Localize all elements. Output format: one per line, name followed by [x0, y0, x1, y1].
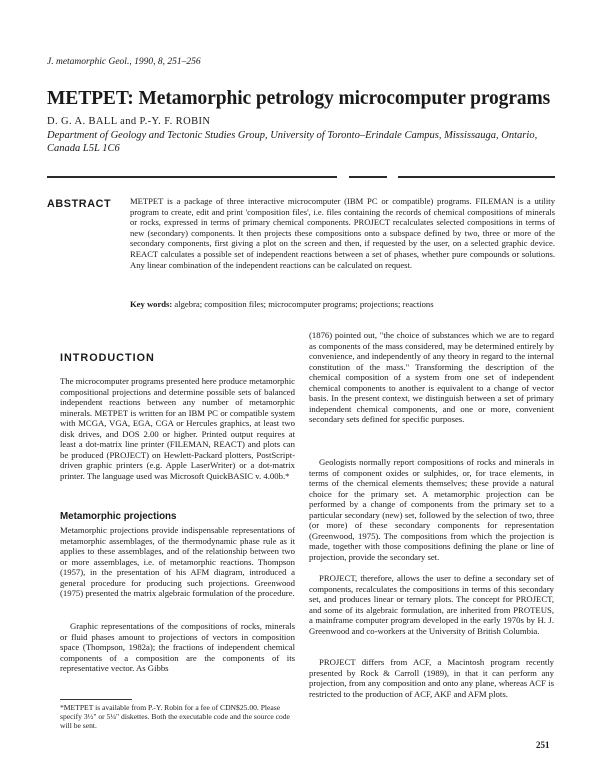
article-title: METPET: Metamorphic petrology microcomputer programs [47, 88, 551, 109]
right-paragraph-1: (1876) pointed out, "the choice of substances which we are to regard as components of the mass considered, may be determined entirely by convenience, and independently of any theory in regard to the internal constitution of the mass." Transforming the description of the chemical composition of a system from one set of independent chemical components to another is equivalent to a change of vector basis. In the present context, we distinguish between a set of primary independent chemical components, and one or more, convenient secondary sets defined for specific purposes. [309, 330, 554, 425]
author-affiliation: Department of Geology and Tectonic Studies Group, University of Toronto–Erindale Campus, Mississauga, Ontario, Canada L5L 1C6 [47, 130, 538, 154]
section-heading-introduction: INTRODUCTION [60, 352, 155, 364]
footnote: *METPET is available from P.-Y. Robin for a fee of CDN$25.00. Please specify 3½" or 5¼" diskettes. Both the executable code and the source code will be sent. [60, 703, 290, 731]
author-list: D. G. A. BALL and P.-Y. F. ROBIN [47, 116, 211, 127]
keywords-label: Key words: [130, 299, 173, 309]
keywords-list: algebra; composition files; microcomputer programs; projections; reactions [174, 299, 434, 309]
abstract-text: METPET is a package of three interactive microcomputer (IBM PC or compatible) programs. FILEMAN is a utility program to create, edit and print 'composition files', i.e. files containing the records of chemical compositions of minerals or rocks, expressed in terms of primary chemical components. PROJECT recalculates selected compositions in terms of new (secondary) components. It then projects these compositions onto a subspace defined by two, three or more of the secondary components, first giving a plot on the screen and then, if requested by the user, on a selected graphic device. REACT calculates a possible set of independent reactions between a set of phases, whether pure compounds or solutions. Any linear combination of the independent reactions can be calculated on request. [130, 196, 555, 270]
left-paragraph-2: Graphic representations of the compositions of rocks, minerals or fluid phases amount to projections of vectors in composition space (Thompson, 1982a); the fractions of independent chemical components of a composition are the components of its representative vector. As Gibbs [60, 621, 295, 674]
abstract-label: ABSTRACT [47, 198, 112, 210]
header-rule-mid [349, 176, 387, 178]
header-rule-right [398, 176, 555, 178]
right-paragraph-4: PROJECT differs from ACF, a Macintosh program recently presented by Rock & Carroll (1989), in that it can perform any projection, from any composition and onto any plane, whereas ACF is restricted to the production of ACF, AKF and AFM plots. [309, 657, 554, 699]
header-rule-left [47, 176, 337, 178]
left-paragraph-1: Metamorphic projections provide indispensable representations of metamorphic assemblages, of the thermodynamic phase rule as it applies to these assemblages, and of the relationship between two or more assemblages, i.e. of metamorphic reactions. Thompson (1957), in the presentation of his AFM diagram, introduced a general procedure for producing such projections. Greenwood (1975) presented the matrix algebraic formulation of the procedure. [60, 525, 295, 599]
right-paragraph-3: PROJECT, therefore, allows the user to define a secondary set of components, recalculates the compositions in terms of this secondary set, and produces linear or ternary plots. The concept for PROJECT, and some of its algebraic formulation, are inherited from PROTEUS, a mainframe computer program developed in the early 1970s by H. J. Greenwood and co-workers at the University of British Columbia. [309, 573, 554, 636]
subsection-heading-projections: Metamorphic projections [60, 511, 177, 522]
journal-citation: J. metamorphic Geol., 1990, 8, 251–256 [47, 57, 201, 67]
right-paragraph-2: Geologists normally report compositions of rocks and minerals in terms of component oxides or sulphides, or, for trace elements, in terms of the chemical elements themselves; these provide a natural choice for the primary set. A metamorphic projection can be performed by a change of components from the primary set to a particular secondary (new) set, followed by the selection of two, three (or more) of these secondary components for representation (Greenwood, 1975). The compositions from which the projection is made, together with those compositions defining the plane or line of projection, provide the secondary set. [309, 457, 554, 562]
keywords-line [130, 299, 555, 310]
footnote-rule [60, 699, 132, 700]
intro-paragraph: The microcomputer programs presented here produce metamorphic compositional projections and determine possible sets of balanced independent reactions between any number of metamorphic minerals. METPET is written for an IBM PC or compatible system with MCGA, VGA, EGA, CGA or Hercules graphics, at least two disk drives, and DOS 2.00 or higher. Printed output requires at least a dot-matrix line printer (FILEMAN, REACT) and plots can be produced (PROJECT) on Hewlett-Packard plotters, PostScript-driven graphic printers (e.g. Apple LaserWriter) or a dot-matrix printer. The language used was Microsoft QuickBASIC v. 4.00b.* [60, 376, 295, 481]
page-number: 251 [536, 740, 550, 750]
